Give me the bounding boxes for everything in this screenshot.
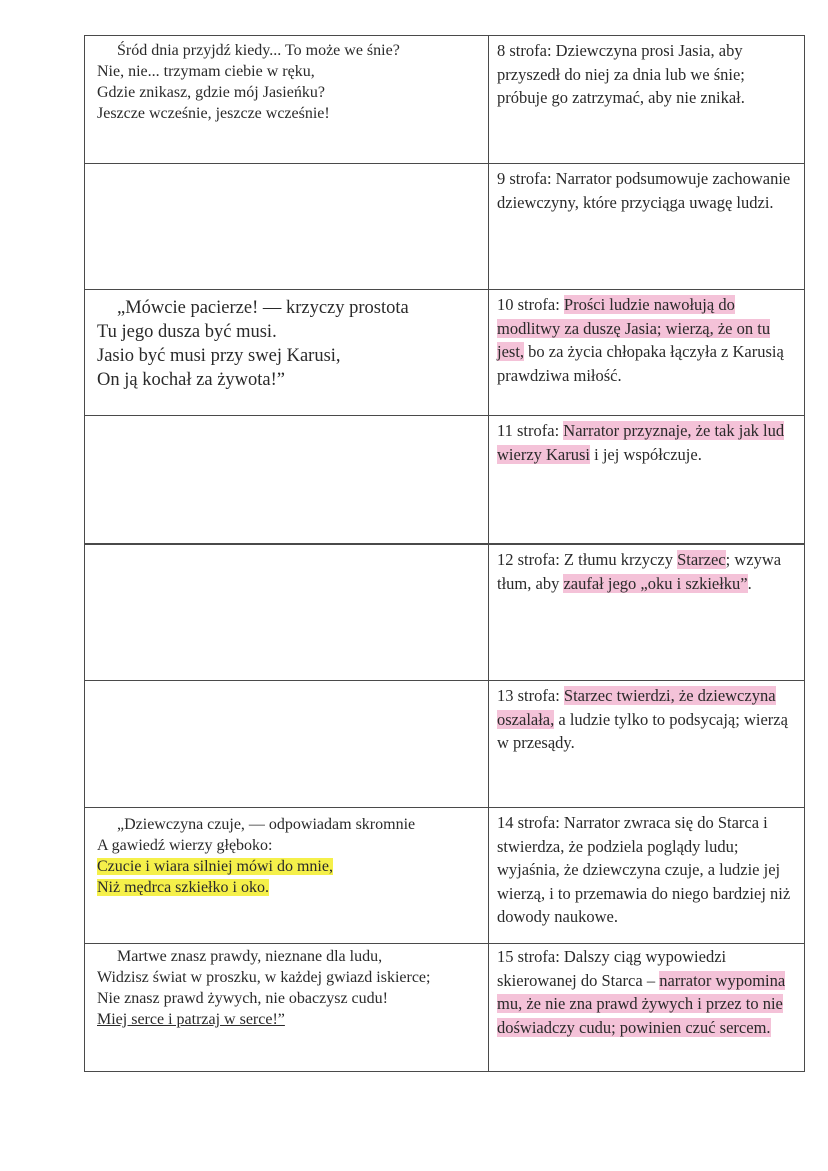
note-cell	[489, 681, 805, 808]
poem-cell-empty	[85, 416, 489, 544]
poem-stanza-14	[85, 808, 488, 902]
note-text: i jej współczuje.	[590, 444, 702, 464]
note-text: 11 strofa:	[497, 421, 564, 440]
note-text: 13 strofa:	[497, 686, 564, 705]
highlighted-text: narrator wypomina mu, że nie zna prawd żywych i przez to nie doświadczy cudu; powinien czuć sercem.	[497, 970, 786, 1037]
note-cell	[489, 164, 805, 290]
note-text: ; wzywa tłum, aby	[497, 550, 782, 593]
note-text: 10 strofa:	[497, 295, 564, 314]
poem-line: Widzisz świat w proszku, w każdej gwiazd iskierce;	[97, 969, 431, 986]
poem-line: „Dziewczyna czuje, — odpowiadam skromnie	[117, 816, 416, 833]
note-text: bo za życia chłopaka łączyła z Karusią prawdziwa miłość.	[497, 342, 784, 385]
poem-line: Miej serce i patrzaj w serce!”	[97, 1011, 285, 1028]
stanza-note-8	[489, 36, 804, 114]
poem-cell-empty	[85, 545, 489, 681]
poem-line: Tu jego dusza być musi.	[97, 322, 277, 342]
highlighted-text: Prości ludzie nawołują do modlitwy za duszę Jasia; wierzą, że on tu jest,	[497, 295, 771, 361]
poem-cell	[85, 808, 489, 944]
note-text: 15 strofa: Dalszy ciąg wypowiedzi skierowanej do Starca –	[497, 947, 727, 990]
note-cell	[489, 808, 805, 944]
table-row	[85, 164, 805, 290]
highlighted-poem-line: Niż mędrca szkiełko i oko.	[97, 879, 269, 896]
table-row	[85, 944, 805, 1072]
stanza-note-9	[489, 164, 804, 218]
stanza-note-11	[489, 416, 804, 470]
note-cell	[489, 545, 805, 681]
stanza-note-13	[489, 681, 804, 759]
poem-line: Nie, nie... trzymam ciebie w ręku,	[97, 63, 315, 80]
table-row	[85, 808, 805, 944]
poem-line: Śród dnia przyjdź kiedy... To może we śnie?	[117, 42, 400, 59]
highlighted-text: Starzec twierdzi, że dziewczyna oszalała,	[497, 686, 776, 729]
stanza-note-12	[489, 545, 804, 599]
note-cell	[489, 36, 805, 164]
analysis-table-1	[84, 35, 805, 544]
poem-cell	[85, 36, 489, 164]
poem-line: Jeszcze wcześnie, jeszcze wcześnie!	[97, 105, 330, 122]
analysis-table-2	[84, 544, 805, 1072]
poem-stanza-8	[85, 36, 488, 128]
table-row	[85, 290, 805, 416]
poem-cell-empty	[85, 164, 489, 290]
note-cell	[489, 290, 805, 416]
note-text: a ludzie tylko to podsycają; wierzą w przesądy.	[497, 709, 788, 752]
highlighted-text: Starzec	[677, 550, 726, 569]
note-text: 9 strofa: Narrator podsumowuje zachowanie dziewczyny, które przyciąga uwagę ludzi.	[497, 169, 791, 212]
note-text: .	[747, 573, 752, 593]
highlighted-text: Narrator przyznaje, że tak jak lud wierzy Karusi	[497, 421, 785, 464]
highlighted-poem-line: Czucie i wiara silniej mówi do mnie,	[97, 858, 333, 875]
note-text: 14 strofa: Narrator zwraca się do Starca i stwierdza, że podziela poglądy ludu; wyjaśnia, że dziewczyna czuje, a ludzie jej wierzą, i to przemawia do niego bardziej niż dowody naukowe.	[497, 813, 791, 926]
note-cell	[489, 416, 805, 544]
poem-line: A gawiedź wierzy głęboko:	[97, 837, 273, 854]
poem-line: „Mówcie pacierze! — krzyczy prostota	[117, 298, 409, 318]
poem-cell	[85, 290, 489, 416]
poem-line: On ją kochał za żywota!”	[97, 370, 285, 390]
poem-line: Gdzie znikasz, gdzie mój Jasieńku?	[97, 84, 325, 101]
table-row	[85, 36, 805, 164]
table-row	[85, 681, 805, 808]
stanza-note-14	[489, 808, 804, 933]
poem-stanza-10	[85, 290, 488, 396]
stanza-note-15	[489, 944, 804, 1043]
note-text: 12 strofa: Z tłumu krzyczy	[497, 550, 678, 569]
note-text: 8 strofa: Dziewczyna prosi Jasia, aby przyszedł do niej za dnia lub we śnie; próbuje go zatrzymać, aby nie znikał.	[497, 41, 745, 107]
note-cell	[489, 944, 805, 1072]
table-row	[85, 416, 805, 544]
highlighted-text: zaufał jego „oku i szkiełku”	[563, 573, 748, 593]
poem-stanza-15	[85, 944, 488, 1034]
poem-line: Martwe znasz prawdy, nieznane dla ludu,	[117, 948, 383, 965]
table-row	[85, 545, 805, 681]
poem-line: Nie znasz prawd żywych, nie obaczysz cudu!	[97, 990, 388, 1007]
poem-line: Jasio być musi przy swej Karusi,	[97, 346, 341, 366]
poem-cell	[85, 944, 489, 1072]
poem-cell-empty	[85, 681, 489, 808]
stanza-note-10	[489, 290, 804, 391]
